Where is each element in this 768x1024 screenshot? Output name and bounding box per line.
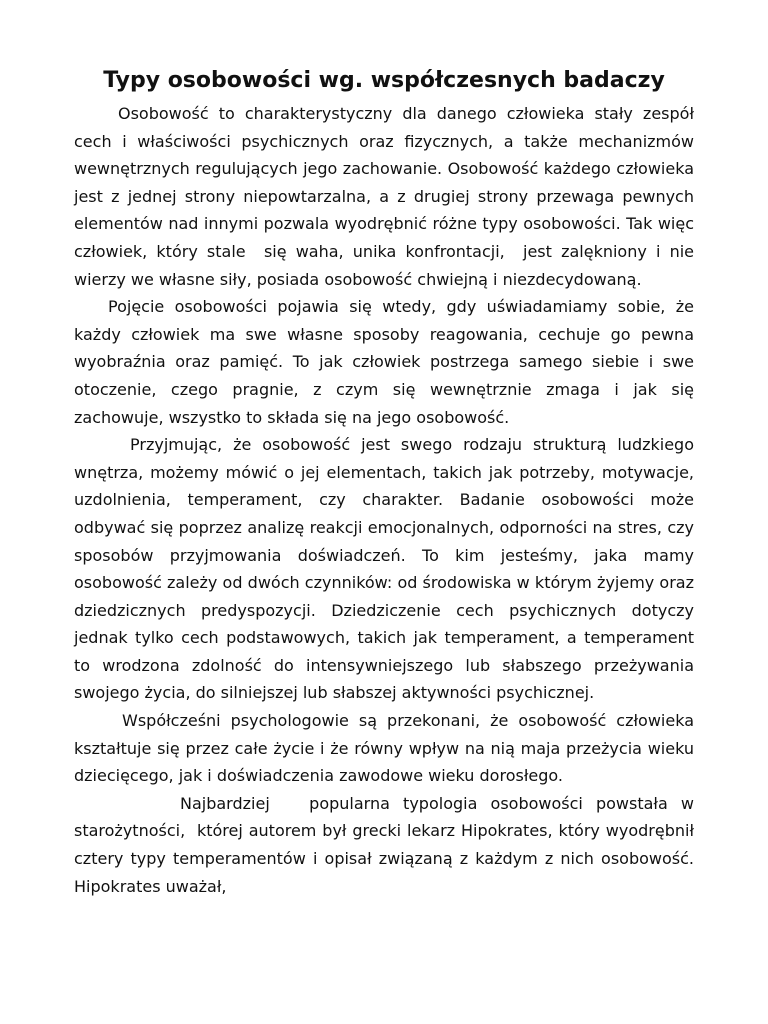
paragraph: Przyjmując, że osobowość jest swego rodzaju strukturą ludzkiego wnętrza, możemy mówić o jej elementach, takich jak potrzeby, motywacje, uzdolnienia, temperament, czy charakter. Badanie osobowości może odbywać się poprzez analizę reakcji emocjonalnych, odporności na stres, czy sposobów przyjmowania doświadczeń. To kim jesteśmy, jaka mamy osobowość zależy od dwóch czynników: od środowiska w którym żyjemy oraz dziedzicznych predyspozycji. Dziedziczenie cech psychicznych dotyczy jednak tylko cech podstawowych, takich jak temperament, a temperament to wrodzona zdolność do intensywniejszego lub słabszego przeżywania swojego życia, do silniejszej lub słabszej aktywności psychicznej. [74,435,700,703]
document-title: Typy osobowości wg. współczesnych badaczy [103,68,665,93]
paragraph: Najbardziej popularna typologia osobowości powstała w starożytności, której autorem był grecki lekarz Hipokrates, który wyodrębnił cztery typy temperamentów i opisał związaną z każdym z nich osobowość. Hipokrates uważał, [74,793,700,896]
paragraph: Osobowość to charakterystyczny dla danego człowieka stały zespół cech i właściwości psychicznych oraz fizycznych, a także mechanizmów wewnętrznych regulujących jego zachowanie. Osobowość każdego człowieka jest z jednej strony niepowtarzalna, a z drugiej strony przewaga pewnych elementów nad innymi pozwala wyodrębnić różne typy osobowości. Tak więc człowiek, który stale się waha, unika konfrontacji, jest zalękniony i nie wierzy we własne siły, posiada osobowość chwiejną i niezdecydowaną. [74,104,705,289]
paragraph: Pojęcie osobowości pojawia się wtedy, gdy uświadamiamy sobie, że każdy człowiek ma swe własne sposoby reagowania, cechuje go pewna wyobraźnia oraz pamięć. To jak człowiek postrzega samego siebie i swe otoczenie, czego pragnie, z czym się wewnętrznie zmaga i jak się zachowuje, wszystko to składa się na jego osobowość. [74,297,700,427]
document-body [74,100,705,900]
paragraph: Współcześni psychologowie są przekonani, że osobowość człowieka kształtuje się przez całe życie i że równy wpływ na nią maja przeżycia wieku dziecięcego, jak i doświadczenia zawodowe wieku dorosłego. [74,711,700,786]
